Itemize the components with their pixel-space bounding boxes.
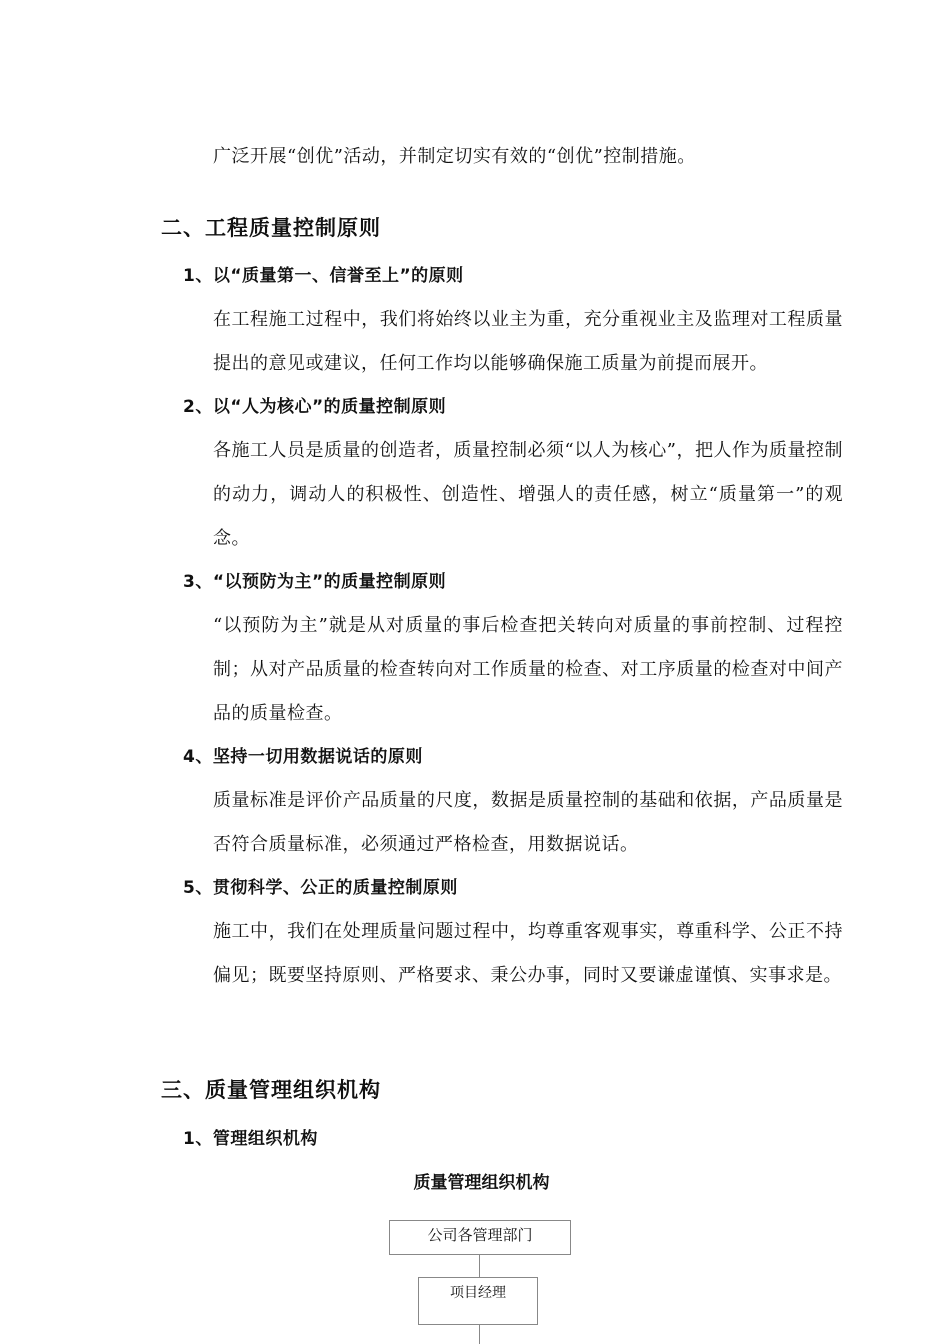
section-3-title: 三、质量管理组织机构 — [161, 1078, 381, 1102]
org-chart-title: 质量管理组织机构 — [413, 1173, 550, 1193]
org-connector-line — [479, 1325, 480, 1344]
principle-5-paragraph: 施工中，我们在处理质量问题过程中，均尊重客观事实，尊重科学、公正不持偏见；既要坚持原则、严格要求、秉公办事，同时又要谦虚谨慎、实事求是。 — [213, 921, 843, 986]
org-node-project-manager: 项目经理 — [418, 1277, 538, 1325]
principle-2-paragraph: 各施工人员是质量的创造者，质量控制必须“以人为核心”，把人作为质量控制的动力，调动人的积极性、创造性、增强人的责任感，树立“质量第一”的观念。 — [213, 440, 843, 549]
org-structure-heading: 1、管理组织机构 — [183, 1129, 318, 1149]
principle-5-heading: 5、贯彻科学、公正的质量控制原则 — [183, 878, 458, 898]
principle-3-heading: 3、“以预防为主”的质量控制原则 — [183, 572, 447, 592]
org-node-company-departments: 公司各管理部门 — [389, 1220, 571, 1255]
intro-paragraph: 广泛开展“创优”活动，并制定切实有效的“创优”控制措施。 — [213, 146, 696, 167]
principle-1-paragraph: 在工程施工过程中，我们将始终以业主为重，充分重视业主及监理对工程质量提出的意见或建议，任何工作均以能够确保施工质量为前提而展开。 — [213, 309, 843, 374]
org-connector-line — [479, 1255, 480, 1277]
principle-2-heading: 2、以“人为核心”的质量控制原则 — [183, 397, 447, 417]
principle-4-paragraph: 质量标准是评价产品质量的尺度，数据是质量控制的基础和依据，产品质量是否符合质量标准，必须通过严格检查，用数据说话。 — [213, 790, 843, 855]
principle-4-heading: 4、坚持一切用数据说话的原则 — [183, 747, 423, 767]
principle-1-heading: 1、以“质量第一、信誉至上”的原则 — [183, 266, 464, 286]
principle-3-paragraph: “以预防为主”就是从对质量的事后检查把关转向对质量的事前控制、过程控制；从对产品质量的检查转向对工作质量的检查、对工序质量的检查对中间产品的质量检查。 — [213, 615, 843, 724]
section-2-title: 二、工程质量控制原则 — [161, 216, 381, 240]
